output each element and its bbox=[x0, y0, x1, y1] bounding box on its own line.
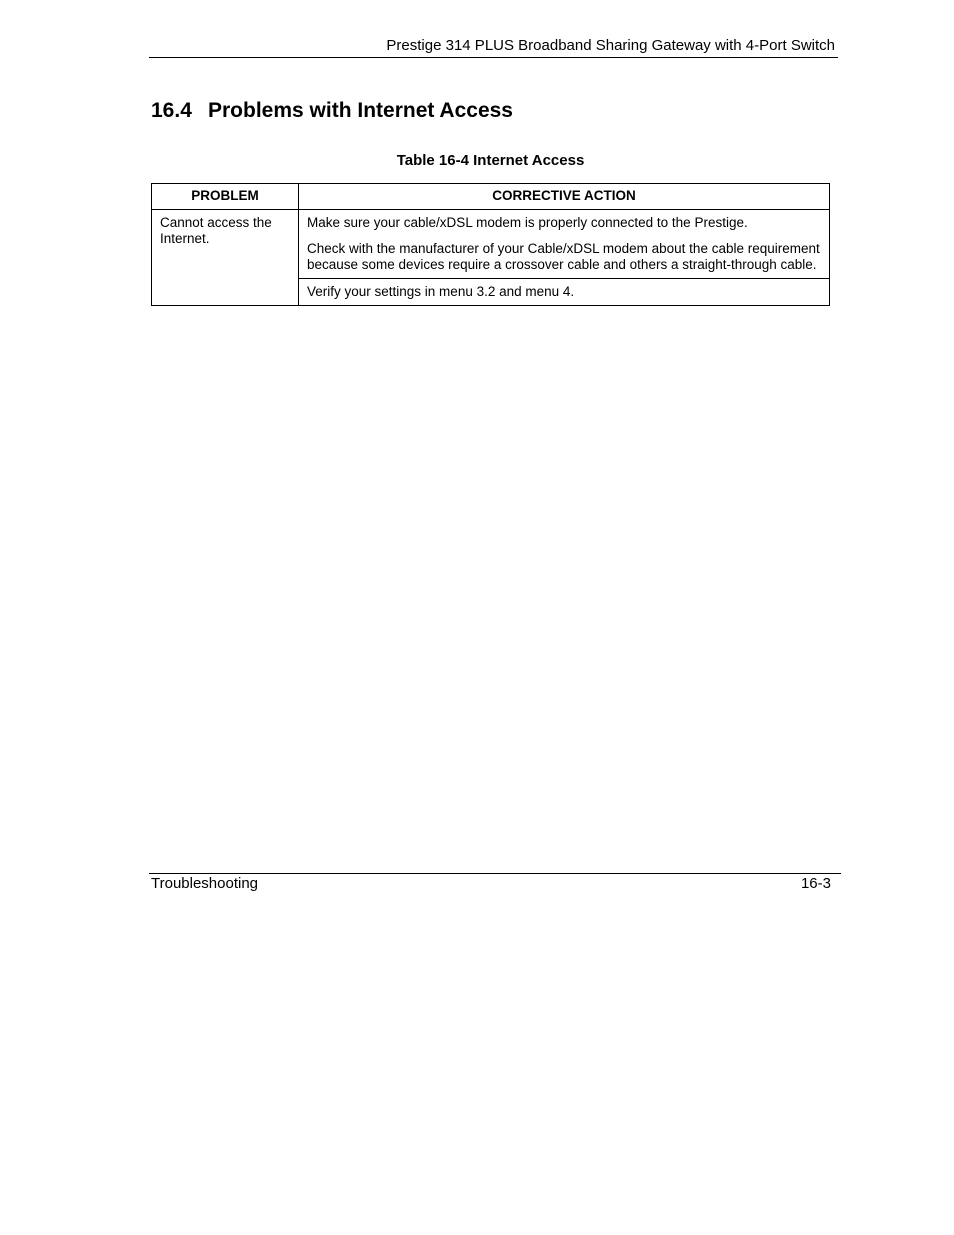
section-title: Problems with Internet Access bbox=[208, 99, 513, 122]
problem-cell: Cannot access the Internet. bbox=[152, 210, 299, 306]
table-header-row bbox=[152, 184, 830, 210]
footer-chapter: Troubleshooting bbox=[151, 875, 259, 892]
column-header-corrective-action: CORRECTIVE ACTION bbox=[299, 184, 830, 210]
column-header-problem: PROBLEM bbox=[152, 184, 299, 210]
footer-page-number: 16-3 bbox=[800, 875, 831, 892]
table-row bbox=[152, 210, 830, 279]
action-paragraph: Verify your settings in menu 3.2 and menu 4. bbox=[307, 284, 575, 299]
action-paragraph: Check with the manufacturer of your Cable/xDSL modem about the cable requirement because some devices require a crossover cable and others a straight-through cable. bbox=[307, 241, 820, 272]
corrective-action-cell bbox=[299, 210, 830, 279]
section-number: 16.4 bbox=[151, 99, 192, 122]
table-caption: Table 16-4 Internet Access bbox=[396, 152, 585, 169]
internet-access-table bbox=[151, 183, 830, 306]
action-paragraph: Make sure your cable/xDSL modem is properly connected to the Prestige. bbox=[307, 215, 748, 230]
footer-rule bbox=[149, 873, 841, 874]
section-heading bbox=[151, 99, 513, 123]
corrective-action-cell bbox=[299, 279, 830, 306]
header-rule bbox=[149, 57, 838, 58]
running-header: Prestige 314 PLUS Broadband Sharing Gateway with 4-Port Switch bbox=[386, 37, 835, 54]
